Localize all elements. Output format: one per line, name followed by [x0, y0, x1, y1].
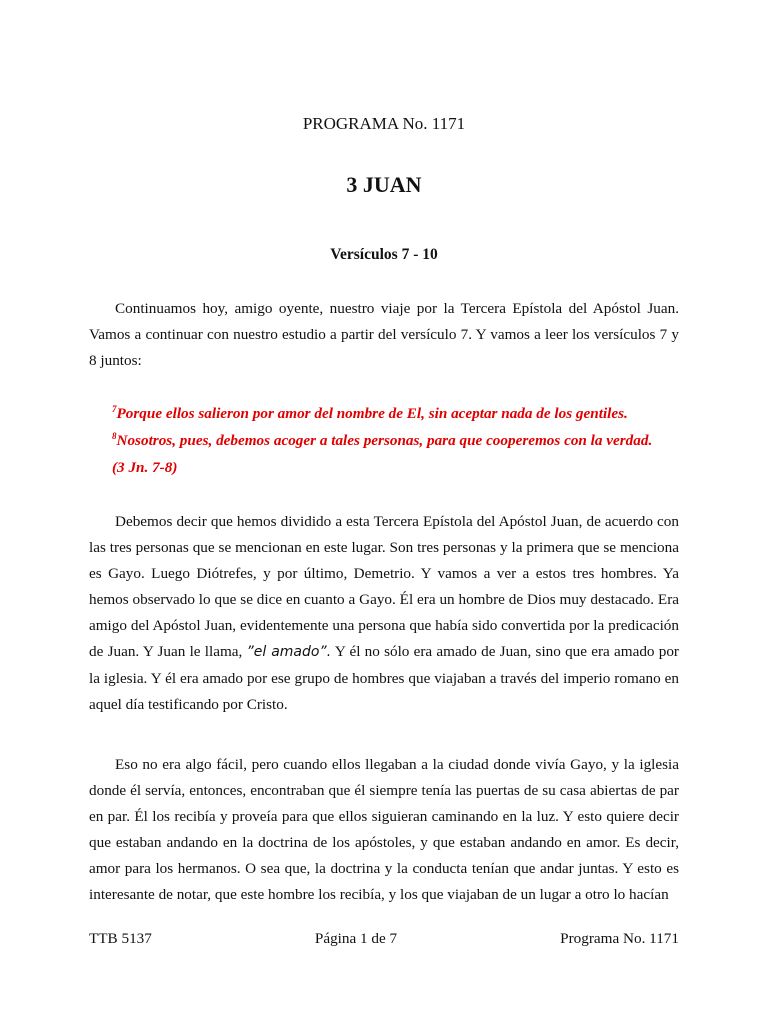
intro-paragraph: Continuamos hoy, amigo oyente, nuestro viaje por la Tercera Epístola del Apóstol Juan. Vamos a continuar con nuestro estudio a partir del versículo 7. Y vamos a leer los versículos 7 y 8 juntos:	[89, 300, 679, 370]
footer-page-number: Página 1 de 7	[314, 930, 398, 947]
paragraph-2-text-a: Debemos decir que hemos dividido a esta Tercera Epístola del Apóstol Juan, de acuerdo con las tres personas que se mencionan en este lugar. Son tres personas y la primera que se menciona es Gayo. Luego Diótrefes, y por último, Demetrio. Y vamos a ver a estos tres hombres. Ya hemos observado lo que se dice en cuanto a Gayo. Él era un hombre de Dios muy destacado. Era amigo del Apóstol Juan, evidentemente una persona que había sido convertida por la predicación de Juan. Y Juan le llama,	[89, 513, 679, 661]
scripture-reference: (3 Jn. 7-8)	[112, 459, 178, 476]
verse-8-number: 8	[112, 431, 117, 441]
scripture-quote	[112, 400, 692, 481]
footer-code: TTB 5137	[89, 930, 152, 947]
footer-program: Programa No. 1171	[560, 930, 679, 947]
verse-7-number: 7	[112, 404, 117, 414]
verse-8	[112, 427, 692, 454]
verse-7-text: Porque ellos salieron por amor del nombre de El, sin aceptar nada de los gentiles.	[116, 405, 628, 422]
body-paragraph-2	[89, 509, 679, 718]
page-footer	[89, 930, 679, 948]
verse-8-text: Nosotros, pues, debemos acoger a tales personas, para que cooperemos con la verdad.	[116, 432, 653, 449]
book-title: 3 JUAN	[346, 172, 422, 197]
program-heading: PROGRAMA No. 1171	[302, 114, 466, 133]
el-amado-quote: ”el amado”.	[246, 644, 332, 661]
paragraph-2-text-b: Y él no sólo era amado de Juan, sino que era amado por la iglesia. Y él era amado por ese grupo de hombres que viajaban a través del imperio romano en aquel día testificando por Cristo.	[89, 643, 679, 713]
body-paragraph-3: Eso no era algo fácil, pero cuando ellos llegaban a la ciudad donde vivía Gayo, y la iglesia donde él servía, entonces, encontraban que él siempre tenía las puertas de su casa abiertas de par en par. Él los recibía y proveía para que ellos siguieran caminando en la luz. Y esto quiere decir que estaban andando en la doctrina de los apóstoles, y que estaban andando en amor. Es decir, amor para los hermanos. O sea que, la doctrina y la conducta tenían que andar juntas. Y esto es interesante de notar, que este hombre los recibía, y los que viajaban de un lugar a otro lo hacían	[89, 756, 679, 904]
verse-7	[112, 400, 692, 427]
verses-heading: Versículos 7 - 10	[330, 246, 438, 263]
